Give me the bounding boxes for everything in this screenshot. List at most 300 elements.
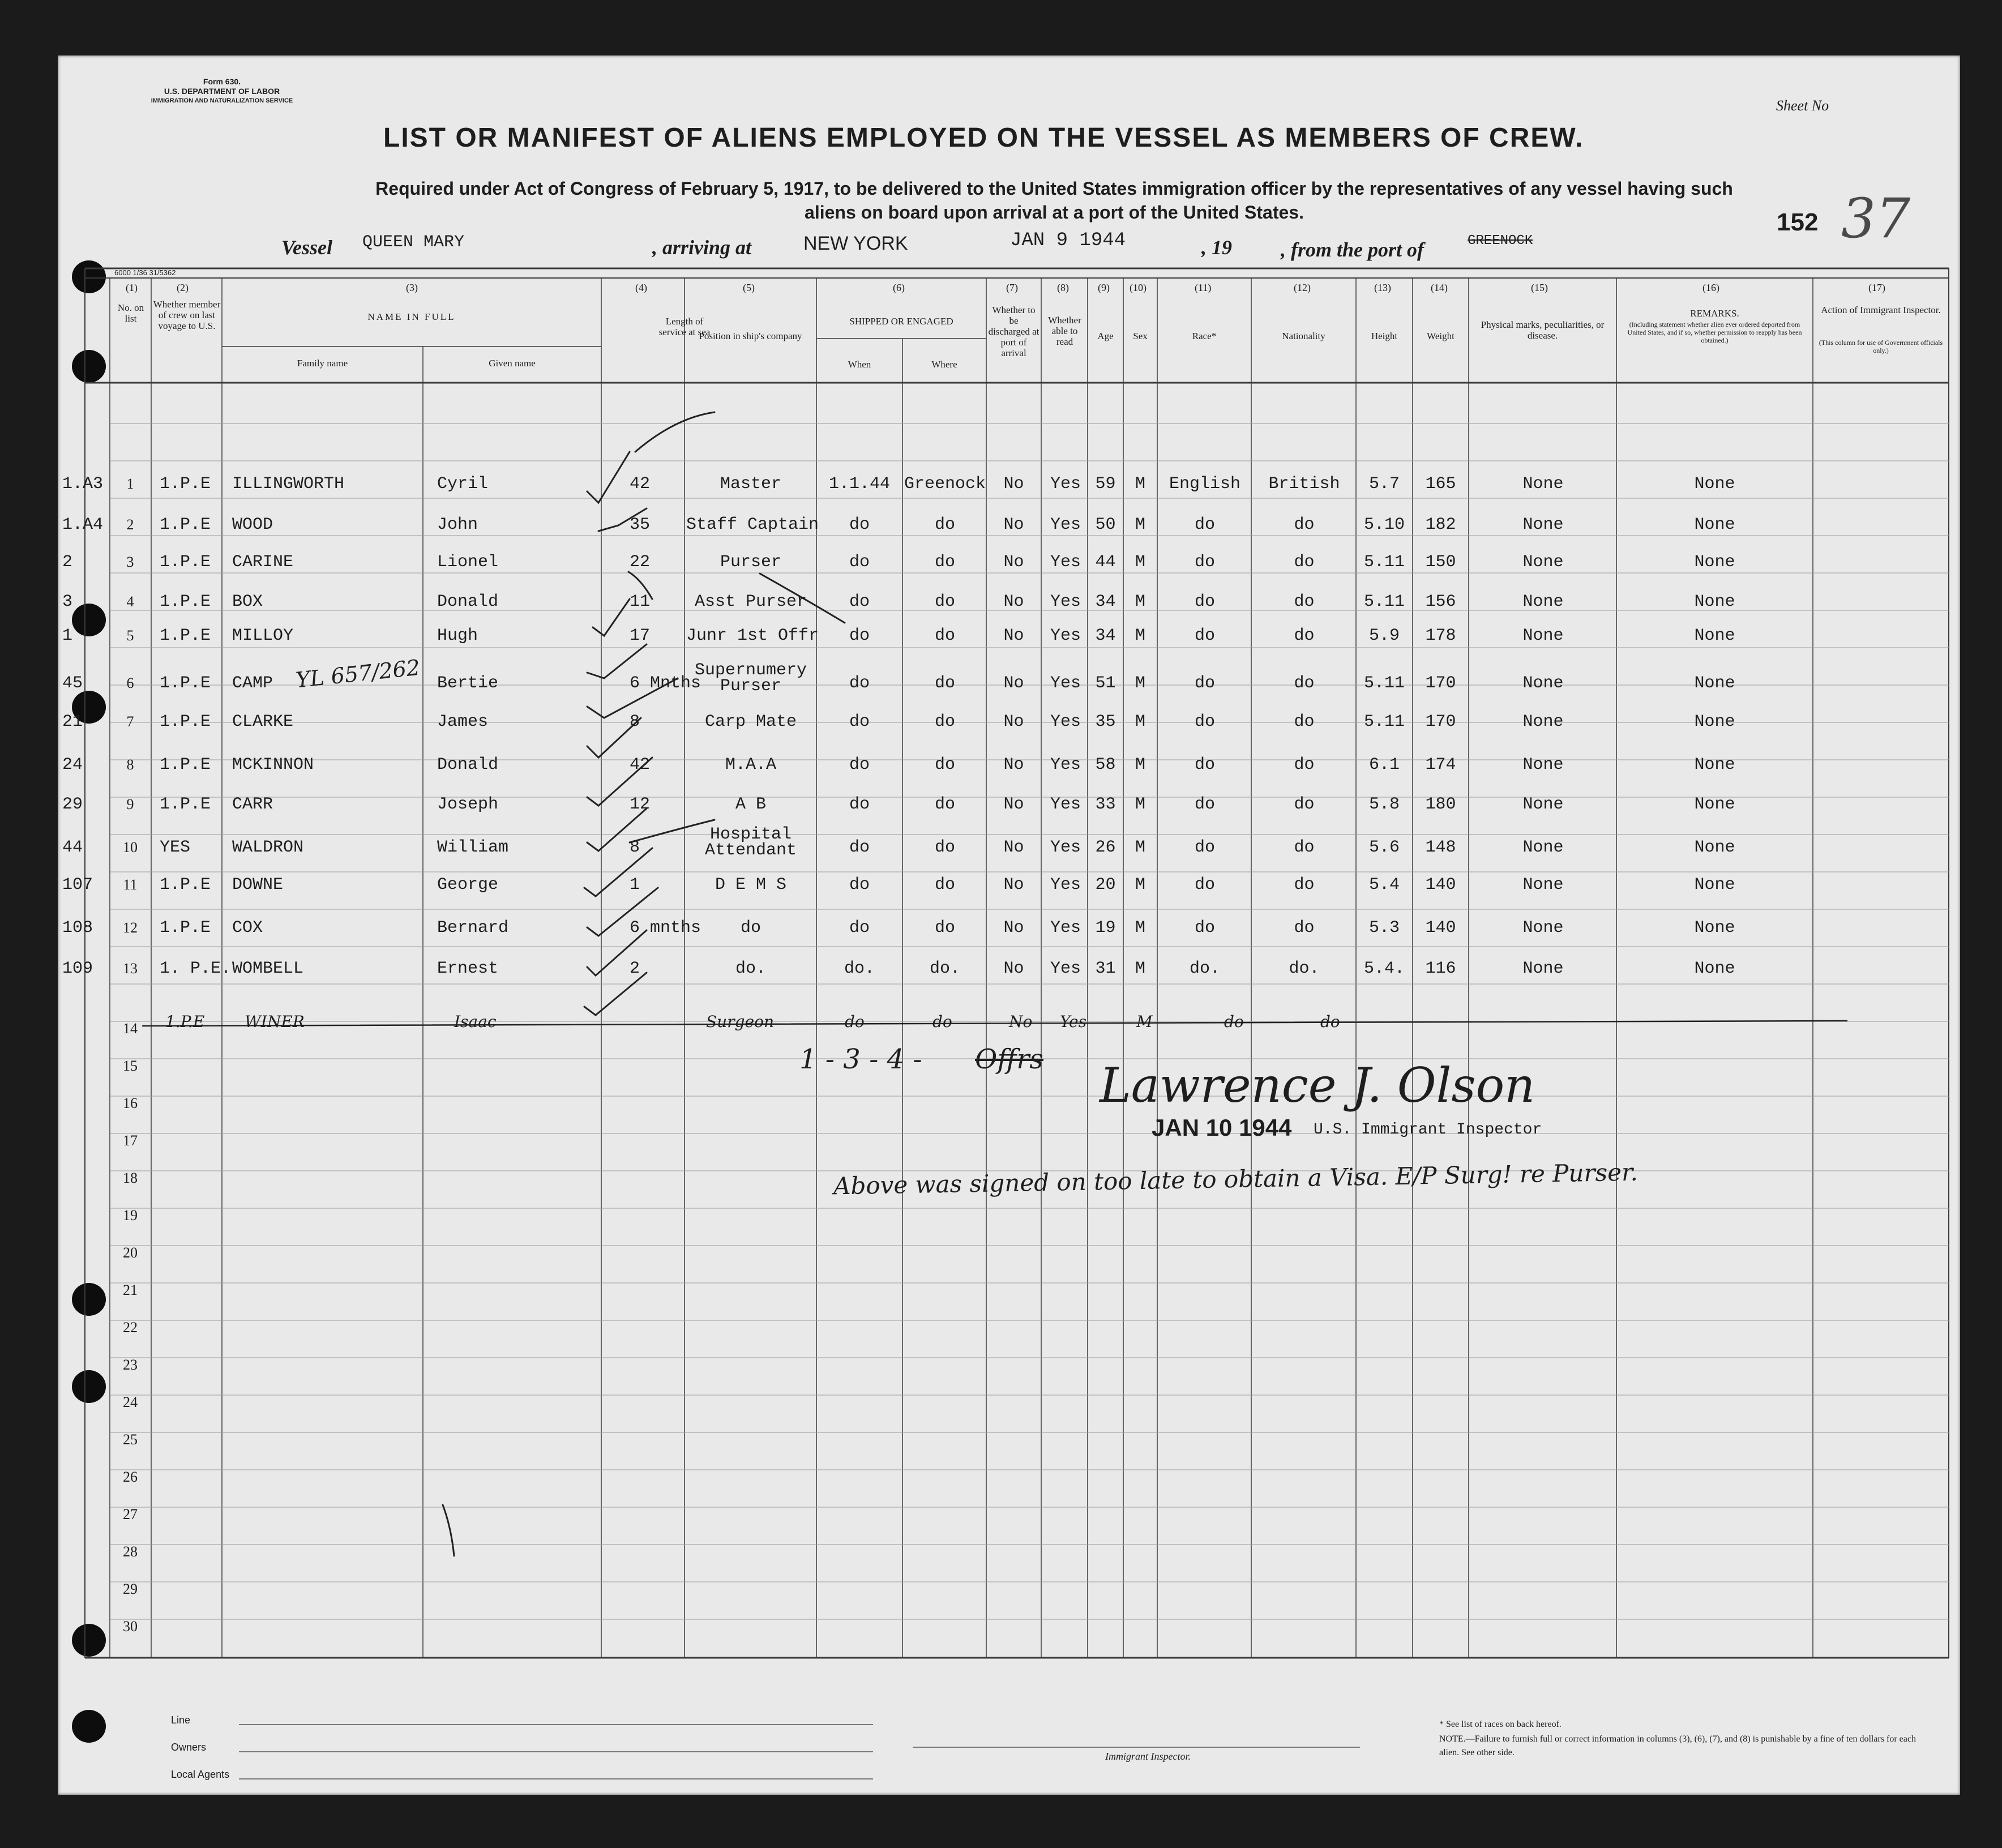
manifest-sheet bbox=[58, 55, 1960, 1795]
cell-family: CARINE bbox=[232, 553, 294, 572]
cell-remarks: None bbox=[1694, 553, 1735, 572]
cell-when: do. bbox=[844, 959, 875, 978]
row-number: 10 bbox=[123, 839, 138, 855]
cell-where: do bbox=[934, 712, 955, 732]
date-stamp: JAN 10 1944 bbox=[1152, 1114, 1292, 1141]
cell-marks: None bbox=[1522, 875, 1564, 895]
cell-given: George bbox=[437, 875, 499, 895]
column-number-2: (2) bbox=[177, 282, 189, 293]
cell-where: do bbox=[934, 674, 955, 693]
cell-given: William bbox=[437, 838, 509, 857]
cell-sex: M bbox=[1135, 553, 1145, 572]
print-code: 6000 1/36 31/5362 bbox=[114, 268, 176, 277]
cell-remarks: None bbox=[1694, 712, 1735, 732]
cell-last-voyage: 1.P.E bbox=[160, 918, 211, 938]
cell-weight: 170 bbox=[1425, 712, 1456, 732]
cell-sex: M bbox=[1135, 712, 1145, 732]
cell-sex: M bbox=[1135, 875, 1145, 895]
cell-position: Master bbox=[720, 474, 782, 494]
margin-tally: 1 bbox=[62, 626, 73, 645]
row-number: 11 bbox=[123, 876, 138, 893]
cell-nationality: do bbox=[1294, 875, 1315, 895]
cell-discharged: No bbox=[1003, 959, 1024, 978]
list-number-handwritten: 37 bbox=[1841, 187, 1911, 250]
cell-marks: None bbox=[1522, 712, 1564, 732]
struck-given-name: Isaac bbox=[454, 1012, 497, 1031]
cell-where: do bbox=[934, 755, 955, 775]
cell-read: Yes bbox=[1050, 918, 1081, 938]
cell-height: 5.11 bbox=[1363, 592, 1405, 611]
cell-sex: M bbox=[1135, 626, 1145, 645]
subtitle-line-1: Required under Act of Congress of February 5, 1917, to be delivered to the United States immigration officer by the representatives of any vessel having such bbox=[375, 178, 1733, 199]
header-remarks-note: (Including statement whether alien ever ordered deported from United States, and if so, whether permission to reapply has been obtained.) bbox=[1627, 320, 1802, 344]
cell-remarks: None bbox=[1694, 515, 1735, 534]
struck-discharged: No bbox=[1009, 1012, 1033, 1031]
column-number-4: (4) bbox=[635, 282, 647, 293]
cell-read: Yes bbox=[1050, 515, 1081, 534]
officer-tally-struck: Offrs bbox=[975, 1043, 1043, 1075]
cell-age: 58 bbox=[1095, 755, 1116, 775]
cell-weight: 174 bbox=[1425, 755, 1456, 775]
column-number-15: (15) bbox=[1531, 282, 1548, 293]
cell-nationality: do bbox=[1294, 626, 1315, 645]
cell-given: Joseph bbox=[437, 795, 499, 814]
cell-sex: M bbox=[1135, 674, 1145, 693]
header-inspector-action: Action of Immigrant Inspector. bbox=[1821, 305, 1941, 315]
header-no-on-list: No. on list bbox=[117, 302, 144, 324]
cell-family: DOWNE bbox=[232, 875, 284, 895]
cell-height: 5.4. bbox=[1363, 959, 1405, 978]
cell-position: A B bbox=[735, 795, 766, 814]
row-number: 17 bbox=[123, 1132, 138, 1149]
cell-discharged: No bbox=[1003, 674, 1024, 693]
cell-last-voyage: 1.P.E bbox=[160, 712, 211, 732]
margin-tally: 29 bbox=[62, 795, 83, 814]
cell-position: Hospital Attendant bbox=[704, 825, 797, 860]
cell-age: 51 bbox=[1095, 674, 1116, 693]
cell-last-voyage: 1.P.E bbox=[160, 755, 211, 775]
cell-when: do bbox=[849, 515, 870, 534]
cell-height: 5.3 bbox=[1368, 918, 1400, 938]
cell-service: 35 bbox=[630, 515, 651, 534]
row-number: 26 bbox=[123, 1469, 138, 1485]
cell-marks: None bbox=[1522, 592, 1564, 611]
cell-sex: M bbox=[1135, 959, 1145, 978]
header-name-in-full: NAME IN FULL bbox=[367, 311, 456, 322]
cell-last-voyage: 1.P.E bbox=[160, 674, 211, 693]
row-number: 2 bbox=[126, 516, 134, 533]
row-number: 9 bbox=[126, 796, 134, 812]
cell-height: 6.1 bbox=[1368, 755, 1400, 775]
cell-service: 6 mnths bbox=[630, 918, 701, 938]
cell-read: Yes bbox=[1050, 626, 1081, 645]
cell-where: do bbox=[934, 553, 955, 572]
struck-position: Surgeon bbox=[706, 1012, 774, 1031]
column-number-1: (1) bbox=[126, 282, 138, 293]
cell-read: Yes bbox=[1050, 875, 1081, 895]
cell-read: Yes bbox=[1050, 838, 1081, 857]
cell-discharged: No bbox=[1003, 592, 1024, 611]
cell-height: 5.6 bbox=[1368, 838, 1400, 857]
cell-discharged: No bbox=[1003, 712, 1024, 732]
cell-remarks: None bbox=[1694, 755, 1735, 775]
cell-family: ILLINGWORTH bbox=[232, 474, 345, 494]
cell-weight: 165 bbox=[1425, 474, 1456, 494]
margin-tally: 24 bbox=[62, 755, 83, 775]
row-number: 7 bbox=[126, 713, 134, 730]
vessel-name: QUEEN MARY bbox=[362, 233, 465, 252]
cell-remarks: None bbox=[1694, 592, 1735, 611]
cell-weight: 140 bbox=[1425, 918, 1456, 938]
row-number: 16 bbox=[123, 1095, 138, 1111]
struck-read: Yes bbox=[1060, 1012, 1086, 1031]
row-number: 3 bbox=[126, 554, 134, 570]
cell-marks: None bbox=[1522, 838, 1564, 857]
cell-nationality: do bbox=[1294, 592, 1315, 611]
cell-remarks: None bbox=[1694, 674, 1735, 693]
cell-age: 35 bbox=[1095, 712, 1116, 732]
footer-line-label: Line bbox=[171, 1714, 191, 1726]
footer-inspector-label: Immigrant Inspector. bbox=[1105, 1751, 1191, 1762]
cell-marks: None bbox=[1522, 674, 1564, 693]
cell-given: John bbox=[437, 515, 478, 534]
cell-family: CAMP bbox=[232, 674, 273, 693]
cell-discharged: No bbox=[1003, 626, 1024, 645]
cell-where: do bbox=[934, 626, 955, 645]
cell-sex: M bbox=[1135, 515, 1145, 534]
cell-nationality: do bbox=[1294, 755, 1315, 775]
cell-given: Hugh bbox=[437, 626, 478, 645]
cell-service: 6 Mnths bbox=[630, 674, 701, 693]
cell-race: English bbox=[1169, 474, 1241, 494]
cell-service: 42 bbox=[630, 755, 651, 775]
officer-tally: 1 - 3 - 4 - bbox=[799, 1043, 922, 1075]
arrival-date: JAN 9 1944 bbox=[1010, 230, 1126, 251]
column-number-7: (7) bbox=[1006, 282, 1018, 293]
cell-race: do bbox=[1194, 795, 1215, 814]
cell-position: Staff Captain bbox=[686, 515, 819, 534]
cell-given: Donald bbox=[437, 592, 499, 611]
cell-weight: 140 bbox=[1425, 875, 1456, 895]
cell-race: do bbox=[1194, 838, 1215, 857]
cell-nationality: do bbox=[1294, 674, 1315, 693]
cell-marks: None bbox=[1522, 918, 1564, 938]
cell-when: do bbox=[849, 592, 870, 611]
cell-position: Asst Purser bbox=[694, 592, 807, 611]
cell-last-voyage: 1.P.E bbox=[160, 474, 211, 494]
from-port: GREENOCK bbox=[1468, 233, 1533, 249]
cell-race: do bbox=[1194, 712, 1215, 732]
cell-age: 34 bbox=[1095, 626, 1116, 645]
cell-family: BOX bbox=[232, 592, 263, 611]
cell-service: 42 bbox=[630, 474, 651, 494]
header-given-name: Given name bbox=[489, 358, 536, 369]
cell-when: do bbox=[849, 674, 870, 693]
cell-height: 5.7 bbox=[1368, 474, 1400, 494]
cell-read: Yes bbox=[1050, 755, 1081, 775]
cell-when: do bbox=[849, 755, 870, 775]
cell-weight: 156 bbox=[1425, 592, 1456, 611]
cell-race: do bbox=[1194, 918, 1215, 938]
cell-family: WALDRON bbox=[232, 838, 304, 857]
cell-marks: None bbox=[1522, 515, 1564, 534]
cell-age: 19 bbox=[1095, 918, 1116, 938]
cell-read: Yes bbox=[1050, 553, 1081, 572]
row-number: 14 bbox=[123, 1020, 138, 1037]
cell-service: 1 bbox=[630, 875, 640, 895]
inspector-title: U.S. Immigrant Inspector bbox=[1314, 1121, 1542, 1139]
cell-read: Yes bbox=[1050, 674, 1081, 693]
cell-family: WOMBELL bbox=[232, 959, 304, 978]
cell-where: do bbox=[934, 515, 955, 534]
handwritten-remark: Above was signed on too late to obtain a Visa. E/P Surg! re Purser. bbox=[833, 1158, 1639, 1200]
row-number: 19 bbox=[123, 1207, 138, 1224]
cell-sex: M bbox=[1135, 795, 1145, 814]
cell-remarks: None bbox=[1694, 838, 1735, 857]
cell-age: 59 bbox=[1095, 474, 1116, 494]
margin-tally: 1.A3 bbox=[62, 474, 104, 494]
struck-when: do bbox=[845, 1012, 865, 1031]
row-number: 1 bbox=[126, 476, 134, 492]
row-number: 27 bbox=[123, 1506, 138, 1522]
cell-service: 2 bbox=[630, 959, 640, 978]
cell-weight: 148 bbox=[1425, 838, 1456, 857]
cell-nationality: do bbox=[1294, 838, 1315, 857]
cell-where: do bbox=[934, 592, 955, 611]
cell-weight: 150 bbox=[1425, 553, 1456, 572]
cell-height: 5.11 bbox=[1363, 553, 1405, 572]
struck-nationality: do bbox=[1320, 1012, 1340, 1031]
cell-service: 8 bbox=[630, 712, 640, 732]
cell-race: do bbox=[1194, 626, 1215, 645]
column-number-8: (8) bbox=[1057, 282, 1069, 293]
cell-service: 17 bbox=[630, 626, 651, 645]
cell-read: Yes bbox=[1050, 712, 1081, 732]
cell-where: do bbox=[934, 795, 955, 814]
cell-weight: 116 bbox=[1425, 959, 1456, 978]
row-number: 6 bbox=[126, 675, 134, 691]
cell-when: do bbox=[849, 875, 870, 895]
cell-remarks: None bbox=[1694, 626, 1735, 645]
cell-discharged: No bbox=[1003, 918, 1024, 938]
header-length-of-service: Length of service at sea bbox=[658, 316, 711, 337]
year-label: , 19 bbox=[1201, 236, 1232, 259]
cell-race: do bbox=[1194, 875, 1215, 895]
cell-family: MCKINNON bbox=[232, 755, 314, 775]
cell-last-voyage: 1. P.E. bbox=[160, 959, 232, 978]
margin-tally: 108 bbox=[62, 918, 93, 938]
cell-age: 44 bbox=[1095, 553, 1116, 572]
cell-family: CARR bbox=[232, 795, 273, 814]
cell-height: 5.8 bbox=[1368, 795, 1400, 814]
row-number: 4 bbox=[126, 593, 134, 610]
struck-family-name: WINER bbox=[245, 1012, 305, 1031]
row-number: 24 bbox=[123, 1394, 138, 1410]
department-name: U.S. DEPARTMENT OF LABOR bbox=[164, 87, 280, 96]
cell-where: do bbox=[934, 838, 955, 857]
row-number: 13 bbox=[123, 960, 138, 977]
cell-nationality: do bbox=[1294, 515, 1315, 534]
cell-read: Yes bbox=[1050, 592, 1081, 611]
cell-when: do bbox=[849, 918, 870, 938]
cell-where: Greenock bbox=[904, 474, 986, 494]
margin-tally: 107 bbox=[62, 875, 93, 895]
header-weight: Weight bbox=[1427, 331, 1455, 341]
header-able-to-read: Whether able to read bbox=[1048, 315, 1081, 347]
header-when: When bbox=[848, 359, 871, 370]
cell-position: Supernumery Purser bbox=[694, 661, 807, 696]
cell-discharged: No bbox=[1003, 755, 1024, 775]
cell-service: 12 bbox=[630, 795, 651, 814]
from-port-label: , from the port of bbox=[1281, 238, 1424, 261]
column-number-11: (11) bbox=[1195, 282, 1212, 293]
cell-remarks: None bbox=[1694, 474, 1735, 494]
margin-tally: 3 bbox=[62, 592, 73, 611]
cell-nationality: do. bbox=[1289, 959, 1320, 978]
cell-discharged: No bbox=[1003, 795, 1024, 814]
cell-position: do bbox=[740, 918, 761, 938]
cell-marks: None bbox=[1522, 755, 1564, 775]
row-number: 29 bbox=[123, 1581, 138, 1597]
row-number: 25 bbox=[123, 1431, 138, 1448]
cell-sex: M bbox=[1135, 918, 1145, 938]
struck-sex: M bbox=[1136, 1012, 1153, 1031]
inspector-signature: Lawrence J. Olson bbox=[1100, 1058, 1535, 1113]
header-inspector-note: (This column for use of Government officials only.) bbox=[1819, 339, 1943, 354]
cell-position: D E M S bbox=[715, 875, 787, 895]
cell-remarks: None bbox=[1694, 959, 1735, 978]
row-number: 28 bbox=[123, 1543, 138, 1560]
cell-race: do bbox=[1194, 755, 1215, 775]
column-number-12: (12) bbox=[1294, 282, 1311, 293]
cell-age: 26 bbox=[1095, 838, 1116, 857]
column-number-10: (10) bbox=[1130, 282, 1147, 293]
margin-tally: 1.A4 bbox=[62, 515, 104, 534]
cell-discharged: No bbox=[1003, 838, 1024, 857]
cell-family: COX bbox=[232, 918, 263, 938]
header-sex: Sex bbox=[1133, 331, 1148, 341]
cell-nationality: do bbox=[1294, 795, 1315, 814]
cell-sex: M bbox=[1135, 592, 1145, 611]
cell-read: Yes bbox=[1050, 959, 1081, 978]
cell-given: James bbox=[437, 712, 489, 732]
row-number: 12 bbox=[123, 919, 138, 936]
cell-service: 11 bbox=[630, 592, 651, 611]
margin-tally: 2 bbox=[62, 553, 73, 572]
cell-when: do bbox=[849, 626, 870, 645]
footer-penalty-note: NOTE.—Failure to furnish full or correct information in columns (3), (6), (7), and (8) is punishable by a fine of ten dollars for each alien. See other side. bbox=[1439, 1734, 1916, 1757]
cell-sex: M bbox=[1135, 838, 1145, 857]
cell-marks: None bbox=[1522, 959, 1564, 978]
header-where: Where bbox=[931, 359, 957, 370]
arriving-port: NEW YORK bbox=[803, 233, 908, 254]
cell-discharged: No bbox=[1003, 553, 1024, 572]
cell-last-voyage: 1.P.E bbox=[160, 515, 211, 534]
cell-given: Donald bbox=[437, 755, 499, 775]
footer-lines bbox=[58, 55, 1960, 1795]
header-height: Height bbox=[1371, 331, 1398, 341]
header-last-voyage: Whether member of crew on last voyage to U.S. bbox=[153, 299, 221, 331]
arriving-label: , arriving at bbox=[652, 236, 752, 259]
cell-when: do bbox=[849, 553, 870, 572]
cell-last-voyage: 1.P.E bbox=[160, 795, 211, 814]
cell-weight: 180 bbox=[1425, 795, 1456, 814]
header-discharged: Whether to be discharged at port of arrival bbox=[988, 305, 1040, 358]
header-family-name: Family name bbox=[297, 358, 348, 369]
header-race: Race* bbox=[1192, 331, 1217, 341]
cell-race: do bbox=[1194, 515, 1215, 534]
footer-owners-label: Owners bbox=[171, 1742, 207, 1753]
cell-position: Junr 1st Offr bbox=[686, 626, 819, 645]
cell-discharged: No bbox=[1003, 875, 1024, 895]
cell-given: Bernard bbox=[437, 918, 509, 938]
cell-nationality: do bbox=[1294, 712, 1315, 732]
cell-last-voyage: YES bbox=[160, 838, 191, 857]
cell-nationality: do bbox=[1294, 918, 1315, 938]
cell-weight: 178 bbox=[1425, 626, 1456, 645]
cell-height: 5.11 bbox=[1363, 712, 1405, 732]
list-number: 152 bbox=[1777, 208, 1819, 236]
cell-given: Cyril bbox=[437, 474, 489, 494]
header-nationality: Nationality bbox=[1282, 331, 1325, 341]
row-number: 18 bbox=[123, 1170, 138, 1186]
cell-last-voyage: 1.P.E bbox=[160, 875, 211, 895]
cell-where: do bbox=[934, 918, 955, 938]
cell-position: do. bbox=[735, 959, 766, 978]
cell-read: Yes bbox=[1050, 795, 1081, 814]
cell-weight: 170 bbox=[1425, 674, 1456, 693]
row-number: 21 bbox=[123, 1282, 138, 1298]
cell-given: Bertie bbox=[437, 674, 499, 693]
header-remarks: REMARKS. bbox=[1690, 308, 1739, 319]
header-position: Position in ship's company bbox=[699, 331, 802, 341]
header-age: Age bbox=[1097, 331, 1114, 341]
cell-race: do bbox=[1194, 553, 1215, 572]
row-number: 5 bbox=[126, 627, 134, 644]
cell-marks: None bbox=[1522, 795, 1564, 814]
column-number-14: (14) bbox=[1431, 282, 1448, 293]
page-title: LIST OR MANIFEST OF ALIENS EMPLOYED ON THE VESSEL AS MEMBERS OF CREW. bbox=[383, 123, 1584, 153]
cell-family: CLARKE bbox=[232, 712, 294, 732]
cell-age: 34 bbox=[1095, 592, 1116, 611]
cell-remarks: None bbox=[1694, 875, 1735, 895]
margin-tally: 21 bbox=[62, 712, 83, 732]
cell-given: Lionel bbox=[437, 553, 499, 572]
cell-weight: 182 bbox=[1425, 515, 1456, 534]
cell-family: WOOD bbox=[232, 515, 273, 534]
cell-where: do bbox=[934, 875, 955, 895]
column-number-5: (5) bbox=[743, 282, 755, 293]
cell-where: do. bbox=[929, 959, 960, 978]
service-name: IMMIGRATION AND NATURALIZATION SERVICE bbox=[151, 97, 293, 104]
cell-age: 31 bbox=[1095, 959, 1116, 978]
cell-when: 1.1.44 bbox=[828, 474, 891, 494]
cell-when: do bbox=[849, 712, 870, 732]
cell-sex: M bbox=[1135, 755, 1145, 775]
cell-height: 5.4 bbox=[1368, 875, 1400, 895]
column-number-17: (17) bbox=[1868, 282, 1885, 293]
row-number: 8 bbox=[126, 756, 134, 773]
column-number-3: (3) bbox=[406, 282, 418, 293]
cell-height: 5.9 bbox=[1368, 626, 1400, 645]
margin-tally: 109 bbox=[62, 959, 93, 978]
cell-given: Ernest bbox=[437, 959, 499, 978]
column-number-9: (9) bbox=[1098, 282, 1110, 293]
cell-marks: None bbox=[1522, 626, 1564, 645]
header-shipped-engaged: SHIPPED OR ENGAGED bbox=[849, 316, 953, 327]
struck-race: do bbox=[1224, 1012, 1244, 1031]
cell-race: do. bbox=[1189, 959, 1220, 978]
